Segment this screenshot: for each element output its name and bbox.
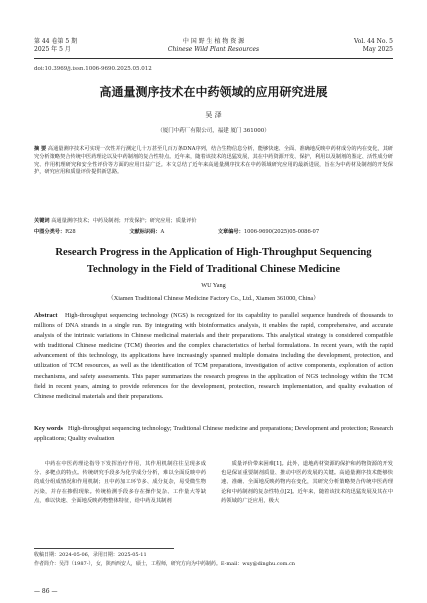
abstract-en-label: Abstract bbox=[34, 312, 58, 319]
author-cn: 吴 泽 bbox=[205, 111, 222, 119]
abstract-cn-text: 高通量测序技术可实现一次性并行测定几十万甚至几百万条DNA序列，结合生物信息分析，能够快速、全面、准确地反映中药材成分的内在变化，其研究分析策略契合传统中医药理论以及中药制剂的复合性特点。近年来，随着该技术的迅猛发展，其在中药资源开发、保护，利用以及制剂的鉴定、活性成分研究、作用机理研究和安全性评价等方面的应用日益广泛。本文总结了近年来高通量测序技术在中药领域研究应用的最新进展，旨在为中药材及制剂的开发保护，研究应用和质量评价提供新思路。 bbox=[34, 146, 393, 176]
body-column-left: 中药在中医药理论指导下发挥治疗作用，其作用机制往往呈现多成分、多靶点的特点。传统研究手段多为化学成分分析，难以全面反映中药的成分组成情况和作用机制；且中药加工环节多、成分复杂，易受微生物污染，并存在掺假现象。传统检测手段多存在操作复杂、工作量大等缺点，难以快速、全面地反映药物整体特征，给中药及其制剂 bbox=[34, 461, 206, 504]
header-volume: 第 44 卷第 5 期 2025 年 5 月 bbox=[34, 38, 78, 53]
header-rule bbox=[34, 58, 393, 59]
header-volume-en: Vol. 44 No. 5 May 2025 bbox=[353, 38, 393, 53]
affiliation-cn: （厦门中药厂有限公司，福建 厦门 361000） bbox=[157, 128, 270, 134]
doi[interactable]: doi:10.3969/j.issn.1006-9690.2025.05.012 bbox=[34, 66, 152, 72]
author-en: WU Yang bbox=[201, 282, 226, 289]
classification-line bbox=[34, 228, 393, 235]
keywords-en-text: High-throughput sequencing technology; Traditional Chinese medicine and preparations; Development and protection; Research applications; Quality evaluation bbox=[34, 425, 393, 442]
footnote-author: 作者简介：吴洋（1987-），女，陕西西安人，硕士，工程师，研究方向为中药制药。E-mail：wuy@dinghu.com.cn bbox=[34, 561, 296, 567]
body-column-right: 质量评价带来困难[1]。此外，道地药材资源的保护和药物资源的开发也是保证重要制剂质量、推动中医药发展的关键。高通量测序技术能够快速、准确、全面地反映药物内在变化，其研究分析策略契合传统中医药理论和中药制剂的复杂性特点[2]。近年来，随着该技术的迅猛发展及其在中药领域的广泛应用，极大 bbox=[221, 461, 393, 504]
title-en: Research Progress in the Application of High-Throughput Sequencing Technology in the Field of Traditional Chinese Medicine bbox=[55, 247, 372, 275]
affiliation-en: （Xiamen Traditional Chinese Medicine Factory Co., Ltd., Xiamen 361000, China） bbox=[107, 295, 320, 302]
keywords-en bbox=[34, 424, 393, 444]
keywords-cn-label: 关键词 bbox=[34, 218, 50, 224]
abstract-en-text: High-throughput sequencing technology (NGS) is recognized for its capability to parallel sequence hundreds of thousands to millions of DNA strands in a single run. By integrating with bioinformatics analysis, it enables the rapid, comprehensive, and accurate analysis of the intrinsic variations in Chinese medicinal materials and their preparations. This analytical strategy is considered compatible with traditional Chinese medicine (TCM) theories and the complex characteristics of herbal formulations. In recent years, with the rapid advancement of this technology, its applications have increasingly spanned multiple domains including the development, protection, and utilization of TCM resources, as well as the identification of TCM preparations, investigation of active components, exploration of action mechanisms, and safety assessments. This paper summarizes the research progress in the application of NGS technology within the TCM field in recent years, aiming to provide references for the development, protection, research implementation, and quality evaluation of Chinese medicinal materials and their preparations. bbox=[34, 312, 393, 400]
header-journal: 中 国 野 生 植 物 资 源 Chinese Wild Plant Resources bbox=[167, 38, 260, 53]
clc: 中图分类号：R28 bbox=[34, 229, 76, 235]
footnote-dates: 收稿日期：2024-05-06，录用日期：2025-05-11 bbox=[34, 552, 147, 558]
title-cn: 高通量测序技术在中药领域的应用研究进展 bbox=[99, 85, 328, 99]
page-number: — 86 — bbox=[34, 588, 58, 595]
abstract-cn bbox=[34, 146, 393, 177]
abstract-en bbox=[34, 311, 393, 402]
keywords-cn-text: 高通量测序技术；中药及制剂；开发保护；研究应用；质量评价 bbox=[51, 218, 197, 224]
footnote-rule bbox=[34, 548, 174, 549]
keywords-en-label: Key words bbox=[34, 425, 63, 432]
doc-code: 文献标识码：A bbox=[129, 229, 165, 235]
article-no: 文章编号：1006-9690(2025)05-0086-07 bbox=[217, 229, 320, 235]
keywords-cn bbox=[34, 218, 393, 226]
abstract-cn-label: 摘 要 bbox=[34, 146, 47, 152]
